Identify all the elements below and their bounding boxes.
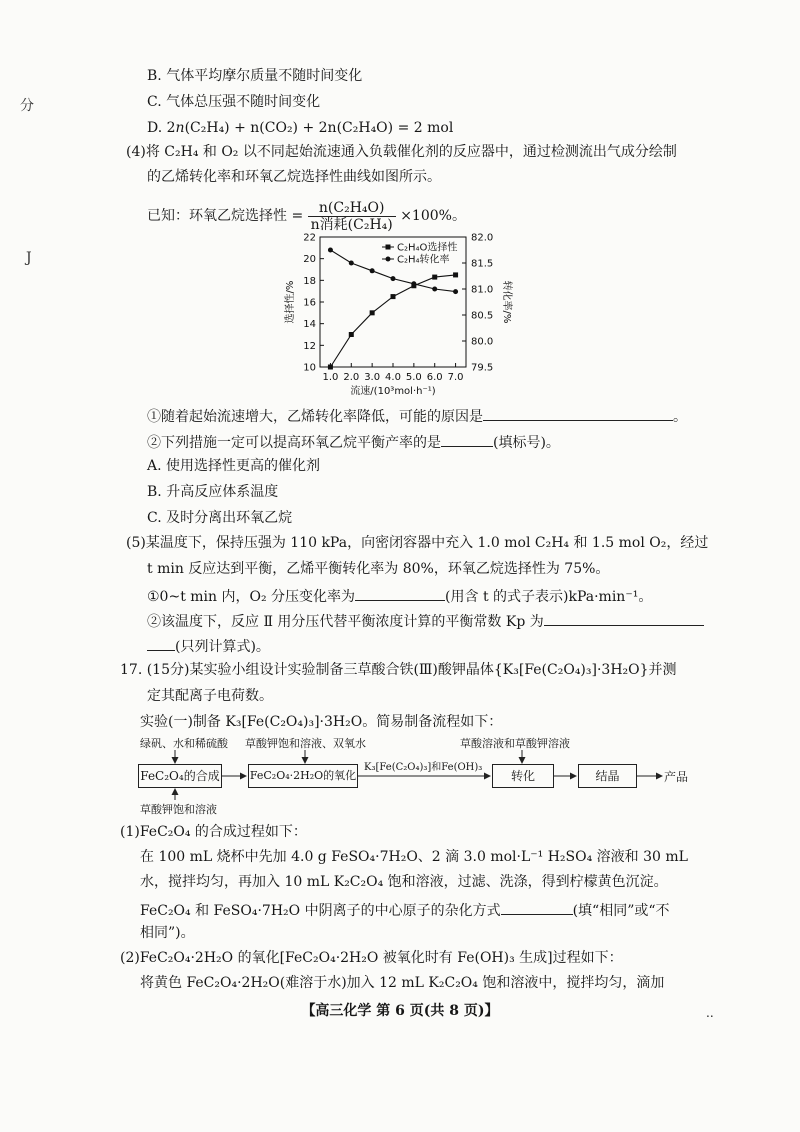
q17-part1-line1: 在 100 mL 烧杯中先加 4.0 g FeSO₄·7H₂O、2 滴 3.0 mol·L⁻¹ H₂SO₄ 溶液和 30 mL	[140, 849, 688, 865]
q5-line2: t min 反应达到平衡，乙烯平衡转化率为 80%，环氧乙烷选择性为 75%。	[147, 561, 610, 577]
flow-box-oxidation: FeC₂O₄·2H₂O的氧化	[248, 764, 358, 788]
x-axis-tick-label: 4.0	[385, 372, 401, 383]
q17-part1-line3: FeC₂O₄ 和 FeSO₄·7H₂O 中阴离子的中心原子的杂化方式 (填“相同”或“不	[140, 898, 670, 921]
x-axis-tick-label: 6.0	[426, 372, 443, 383]
x-axis-tick-label: 7.0	[447, 372, 464, 383]
left-axis-tick-label: 22	[303, 232, 316, 244]
q5-sub1: ①0~t min 内，O₂ 分压变化率为 (用含 t 的式子表示)kPa·min⁻¹。	[147, 584, 652, 607]
q4-option-b: B. 升高反应体系温度	[147, 484, 279, 500]
legend-label: C₂H₄O选择性	[397, 242, 458, 254]
flow-box-synthesis: FeC₂O₄的合成	[138, 764, 222, 788]
flow-intermediate: K₃[Fe(C₂O₄)₃]和Fe(OH)₃	[364, 762, 483, 773]
q17-part2-line1: 将黄色 FeC₂O₄·2H₂O(难溶于水)加入 12 mL K₂C₂O₄ 饱和溶液中，搅拌均匀，滴加	[140, 975, 665, 991]
right-axis-tick-label: 81.0	[471, 284, 494, 296]
q3-option-b: B. 气体平均摩尔质量不随时间变化	[147, 68, 363, 84]
footer-dots: ..	[706, 1006, 714, 1020]
q17-exp1-title: 实验(一)制备 K₃[Fe(C₂O₄)₃]·3H₂O。简易制备流程如下：	[140, 714, 503, 730]
flow-input-2: 草酸钾饱和溶液、双氧水	[245, 737, 366, 750]
q17-part1-line2: 水，搅拌均匀，再加入 10 mL K₂C₂O₄ 饱和溶液，过滤、洗涤，得到柠檬黄色沉淀。	[140, 874, 668, 890]
q17-part1-line4: 相同”)。	[140, 925, 195, 941]
q4-selectivity-definition: 已知：环氧乙烷选择性 = $\frac{\text{n(C₂H₄O)}}{\text{n消耗(C₂H₄)}}$ ×100%。	[147, 199, 466, 233]
left-axis-tick-label: 16	[303, 297, 316, 309]
q3-option-d: D. 2n(C₂H₄) + n(CO₂) + 2n(C₂H₄O) = 2 mol	[147, 120, 454, 136]
right-axis-tick-label: 80.5	[471, 310, 494, 322]
left-axis-tick-label: 12	[303, 340, 316, 352]
flow-input-1: 绿矾、水和稀硫酸	[140, 737, 228, 750]
flow-box-conversion: 转化	[492, 764, 554, 788]
flow-product: 产品	[664, 770, 689, 784]
x-axis-tick-label: 2.0	[343, 372, 360, 383]
q5-sub2-continuation: (只列计算式)。	[147, 634, 270, 657]
x-axis-tick-label: 3.0	[364, 372, 381, 383]
q17-line1: 17. (15分)某实验小组设计实验制备三草酸合铁(Ⅲ)酸钾晶体{K₃[Fe(C₂O₄)₃]·3H₂O}并测	[120, 662, 677, 678]
left-axis-label: 选择性/%	[285, 280, 296, 324]
right-axis-label: 转化率/%	[501, 280, 512, 324]
flow-box-crystallization: 结晶	[578, 764, 637, 788]
q17-part2-title: (2)FeC₂O₄·2H₂O 的氧化[FeC₂O₄·2H₂O 被氧化时有 Fe(OH)₃ 生成]过程如下：	[120, 950, 623, 966]
q4-sub2: ②下列措施一定可以提高环氧乙烷平衡产率的是 (填标号)。	[147, 430, 560, 453]
left-axis-tick-label: 14	[303, 319, 316, 331]
x-axis-label: 流速/(10³mol·h⁻¹)	[350, 386, 436, 397]
q17-line2: 定其配离子电荷数。	[147, 688, 273, 704]
left-axis-tick-label: 18	[303, 275, 316, 287]
q5-line1: (5)某温度下，保持压强为 110 kPa，向密闭容器中充入 1.0 mol C₂H₄ 和 1.5 mol O₂，经过	[126, 535, 709, 551]
q4-option-a: A. 使用选择性更高的催化剂	[147, 458, 321, 474]
q3-option-c: C. 气体总压强不随时间变化	[147, 94, 321, 110]
page-footer: 【高三化学 第 6 页(共 8 页)】	[301, 1003, 499, 1019]
q4-intro-line2: 的乙烯转化率和环氧乙烷选择性曲线如图所示。	[147, 169, 441, 185]
answer-blank[interactable]	[501, 898, 573, 915]
x-axis-tick-label: 5.0	[405, 372, 422, 383]
flow-input-bottom: 草酸钾饱和溶液	[140, 803, 217, 816]
margin-mark-j: J	[26, 250, 32, 266]
right-axis-tick-label: 79.5	[471, 362, 494, 374]
right-axis-tick-label: 82.0	[471, 232, 494, 244]
right-axis-tick-label: 80.0	[471, 336, 494, 348]
legend-label: C₂H₄转化率	[397, 254, 450, 266]
q4-intro-line1: (4)将 C₂H₄ 和 O₂ 以不同起始流速通入负载催化剂的反应器中，通过检测流出气成分绘制	[126, 144, 677, 160]
q5-sub2: ②该温度下，反应 Ⅱ 用分压代替平衡浓度计算的平衡常数 Kp 为	[147, 609, 704, 632]
flow-input-3: 草酸溶液和草酸钾溶液	[460, 737, 570, 750]
q4-option-c: C. 及时分离出环氧乙烷	[147, 510, 293, 526]
right-axis-tick-label: 81.5	[471, 258, 494, 270]
left-axis-tick-label: 10	[303, 362, 316, 374]
q17-part1-title: (1)FeC₂O₄ 的合成过程如下：	[120, 824, 307, 840]
margin-mark-fen: 分	[20, 98, 34, 114]
x-axis-tick-label: 1.0	[322, 372, 339, 383]
q4-sub1: ①随着起始流速增大，乙烯转化率降低，可能的原因是 。	[147, 404, 687, 427]
selectivity-fraction: $\frac{\text{n(C₂H₄O)}}{\text{n消耗(C₂H₄)}}$	[308, 200, 396, 233]
left-axis-tick-label: 20	[303, 254, 316, 266]
